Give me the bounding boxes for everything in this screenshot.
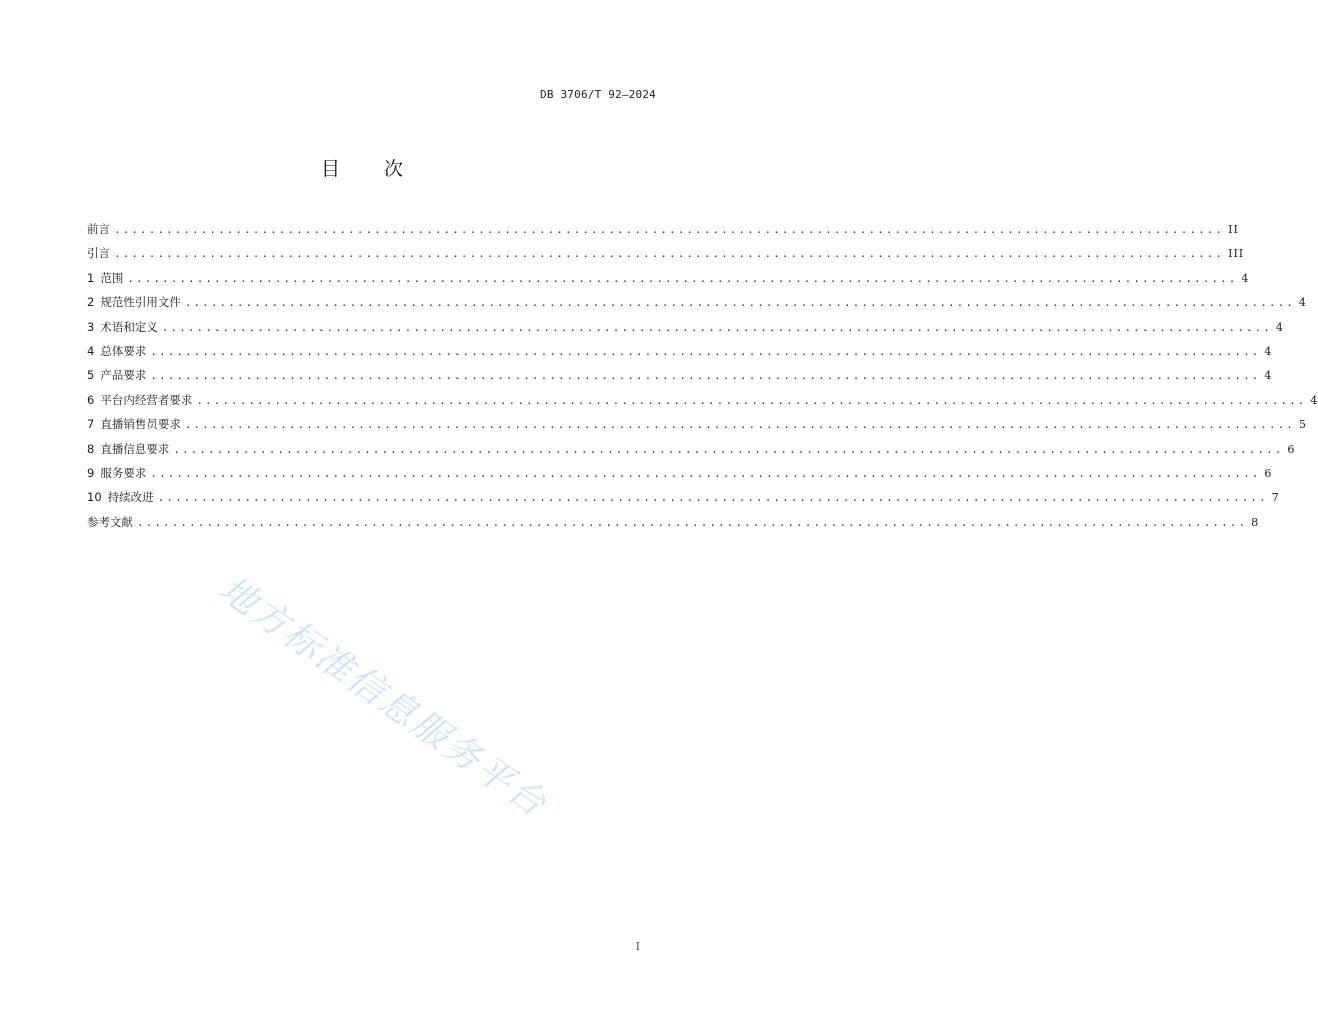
toc-leader-dots: ................................................................................................................................ bbox=[157, 491, 1268, 505]
toc-entry-text: 术语和定义 bbox=[100, 319, 158, 334]
toc-entry-page: 4 bbox=[1264, 344, 1273, 358]
toc-entry-label bbox=[87, 339, 146, 363]
toc-entry-label bbox=[87, 461, 146, 485]
toc-entry-number: 2 bbox=[87, 295, 95, 310]
title-char-2: 次 bbox=[384, 158, 404, 180]
toc-entry-text: 持续改进 bbox=[107, 490, 154, 505]
toc-entry-introduction[interactable] bbox=[87, 241, 1245, 265]
toc-entry-number: 8 bbox=[87, 441, 95, 456]
toc-entry-terms-definitions[interactable] bbox=[87, 315, 1284, 339]
toc-entry-text: 产品要求 bbox=[100, 368, 147, 383]
toc-entry-page: III bbox=[1228, 247, 1245, 261]
toc-entry-page: 8 bbox=[1251, 515, 1260, 529]
toc-leader-dots: ................................................................................................................................ bbox=[150, 466, 1261, 480]
toc-leader-dots: ................................................................................................................................ bbox=[114, 223, 1225, 236]
toc-leader-dots: ................................................................................................................................ bbox=[137, 515, 1248, 529]
toc-entry-scope[interactable] bbox=[87, 266, 1250, 290]
toc-entry-page: 4 bbox=[1241, 271, 1250, 285]
toc-leader-dots: ................................................................................................................................ bbox=[114, 247, 1225, 261]
toc-entry-normative-references[interactable] bbox=[87, 290, 1307, 314]
toc-entry-text: 范围 bbox=[100, 270, 124, 285]
toc-entry-operator-requirements[interactable] bbox=[87, 388, 1318, 412]
document-code: DB 3706/T 92—2024 bbox=[540, 88, 656, 101]
toc-entry-text: 规范性引用文件 bbox=[100, 295, 181, 310]
toc-entry-label bbox=[87, 290, 181, 314]
page-title bbox=[0, 154, 724, 181]
toc-entry-foreword[interactable] bbox=[87, 217, 1239, 241]
toc-entry-number: 5 bbox=[87, 368, 95, 383]
toc-entry-label bbox=[87, 266, 123, 290]
toc-entry-label: 参考文献 bbox=[87, 514, 133, 529]
toc-entry-page: 4 bbox=[1310, 393, 1318, 407]
toc-leader-dots: ................................................................................................................................ bbox=[196, 393, 1307, 407]
toc-leader-dots: ................................................................................................................................ bbox=[161, 320, 1272, 334]
toc-entry-livestream-seller-requirements[interactable] bbox=[87, 412, 1307, 436]
toc-entry-label bbox=[87, 485, 154, 509]
toc-entry-label bbox=[87, 363, 146, 387]
toc-entry-text: 直播销售员要求 bbox=[100, 417, 181, 432]
toc-entry-livestream-info-requirements[interactable] bbox=[87, 437, 1296, 461]
toc-entry-text: 平台内经营者要求 bbox=[100, 392, 193, 407]
toc-entry-label bbox=[87, 412, 181, 436]
toc-entry-number: 10 bbox=[87, 490, 102, 505]
table-of-contents bbox=[87, 217, 1318, 534]
toc-leader-dots: ................................................................................................................................ bbox=[173, 442, 1284, 456]
toc-entry-label: 前言 bbox=[87, 222, 110, 236]
toc-leader-dots: ................................................................................................................................ bbox=[184, 418, 1295, 432]
toc-entry-page: 4 bbox=[1264, 369, 1273, 383]
toc-entry-page: 4 bbox=[1298, 296, 1307, 310]
toc-entry-page: 6 bbox=[1264, 466, 1273, 480]
toc-entry-service-requirements[interactable] bbox=[87, 461, 1273, 485]
toc-entry-text: 直播信息要求 bbox=[100, 441, 170, 456]
toc-leader-dots: ................................................................................................................................ bbox=[127, 271, 1238, 285]
toc-entry-page: 6 bbox=[1287, 442, 1296, 456]
toc-entry-page: 5 bbox=[1298, 418, 1307, 432]
toc-entry-bibliography[interactable] bbox=[87, 510, 1260, 534]
toc-entry-general-requirements[interactable] bbox=[87, 339, 1273, 363]
toc-entry-number: 6 bbox=[87, 392, 95, 407]
toc-entry-label bbox=[87, 315, 158, 339]
toc-entry-label: 引言 bbox=[87, 246, 110, 261]
toc-entry-number: 3 bbox=[87, 319, 95, 334]
toc-entry-label bbox=[87, 388, 192, 412]
toc-leader-dots: ................................................................................................................................ bbox=[150, 344, 1261, 358]
toc-entry-label bbox=[87, 437, 169, 461]
toc-entry-number: 1 bbox=[87, 270, 95, 285]
toc-entry-number: 9 bbox=[87, 465, 95, 480]
toc-entry-text: 总体要求 bbox=[100, 343, 147, 358]
toc-entry-page: 7 bbox=[1271, 491, 1280, 505]
toc-entry-page: II bbox=[1228, 223, 1239, 236]
toc-entry-continuous-improvement[interactable] bbox=[87, 485, 1280, 509]
title-char-1: 目 bbox=[320, 158, 340, 180]
toc-leader-dots: ................................................................................................................................ bbox=[150, 369, 1261, 383]
toc-leader-dots: ................................................................................................................................ bbox=[184, 296, 1295, 310]
toc-entry-page: 4 bbox=[1275, 320, 1284, 334]
toc-entry-number: 4 bbox=[87, 343, 95, 358]
page-number: I bbox=[635, 940, 640, 953]
toc-entry-text: 服务要求 bbox=[100, 465, 147, 480]
toc-entry-number: 7 bbox=[87, 417, 95, 432]
watermark: 地方标准信息服务平台 bbox=[211, 568, 555, 827]
toc-entry-product-requirements[interactable] bbox=[87, 363, 1273, 387]
